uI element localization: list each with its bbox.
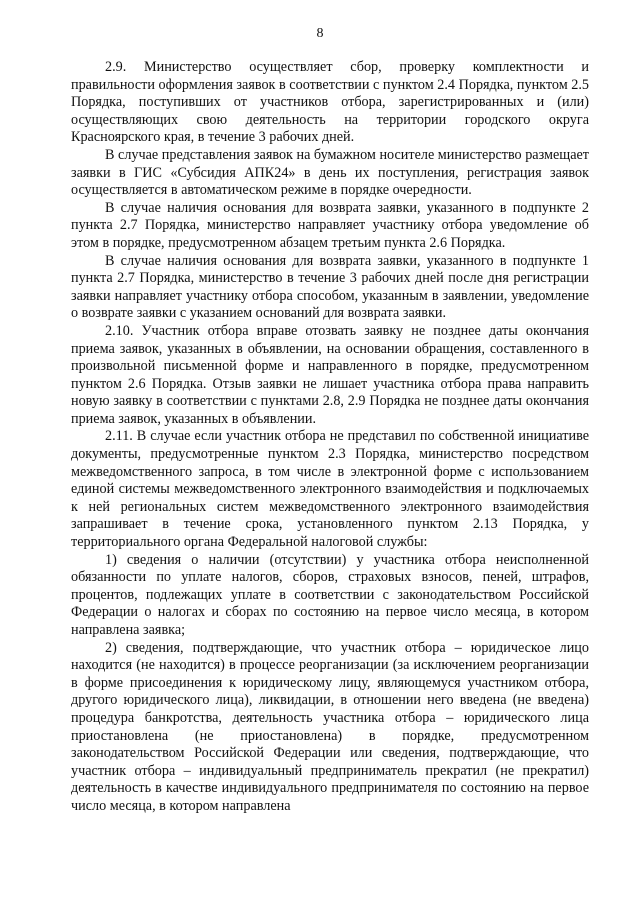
paragraph-paper-submission: В случае представления заявок на бумажном носителе министерство размещает заявки в ГИС «Субсидия АПК24» в день их поступления, регистрация заявок осуществляется в автоматическом режиме в порядке очередности. (71, 146, 589, 199)
paragraph-return-subpoint-1: В случае наличия основания для возврата заявки, указанного в подпункте 1 пункта 2.7 Порядка, министерство в течение 3 рабочих дней после дня регистрации заявки направляет участнику отбора способом, указанным в заявлении, уведомление о возврате заявки с указанием оснований для возврата заявки. (71, 252, 589, 322)
list-item-1: 1) сведения о наличии (отсутствии) у участника отбора неисполненной обязанности по уплате налогов, сборов, страховых взносов, пеней, штрафов, процентов, подлежащих уплате в соответствии с законодательством Российской Федерации о налогах и сборах по состоянию на первое число месяца, в котором направлена заявка; (71, 551, 589, 638)
paragraph-2-10: 2.10. Участник отбора вправе отозвать заявку не позднее даты окончания приема заявок, указанных в объявлении, на основании обращения, составленного в произвольной письменной форме и направленного в порядке, предусмотренном пунктом 2.6 Порядка. Отзыв заявки не лишает участника отбора права направить новую заявку в соответствии с пунктами 2.8, 2.9 Порядка не позднее даты окончания приема заявок, указанных в объявлении. (71, 322, 589, 427)
paragraph-2-9: 2.9. Министерство осуществляет сбор, проверку комплектности и правильности оформления заявок в соответствии с пунктом 2.4 Порядка, пунктом 2.5 Порядка, поступивших от участников отбора, зарегистрированных и (или) осуществляющих свою деятельность на территории городского округа Красноярского края, в течение 3 рабочих дней. (71, 59, 589, 146)
document-body (71, 59, 589, 816)
page-number: 8 (316, 26, 324, 41)
paragraph-2-11: 2.11. В случае если участник отбора не представил по собственной инициативе документы, предусмотренные пунктом 2.3 Порядка, министерство посредством межведомственного запроса, в том числе в электронной форме с использованием единой системы межведомственного электронного взаимодействия и подключаемых к ней региональных систем межведомственного электронного взаимодействия запрашивает в течение срока, установленного пунктом 2.13 Порядка, у территориального органа Федеральной налоговой службы: (71, 428, 589, 551)
paragraph-return-subpoint-2: В случае наличия основания для возврата заявки, указанного в подпункте 2 пункта 2.7 Порядка, министерство направляет участнику отбора уведомление об этом в порядке, предусмотренном абзацем третьим пункта 2.6 Порядка. (71, 199, 589, 251)
list-item-2: 2) сведения, подтверждающие, что участник отбора – юридическое лицо находится (не находится) в процессе реорганизации (за исключением реорганизации в форме присоединения к юридическому лицу, являющемуся участником отбора, другого юридического лица), ликвидации, в отношении него введена (не введена) процедура банкротства, деятельность участника отбора – юридического лица приостановлена (не приостановлена) в порядке, предусмотренном законодательством Российской Федерации или сведения, подтверждающие, что участник отбора – индивидуальный предприниматель прекратил (не прекратил) деятельность в качестве индивидуального предпринимателя по состоянию на первое число месяца, в котором направлена (71, 639, 589, 814)
